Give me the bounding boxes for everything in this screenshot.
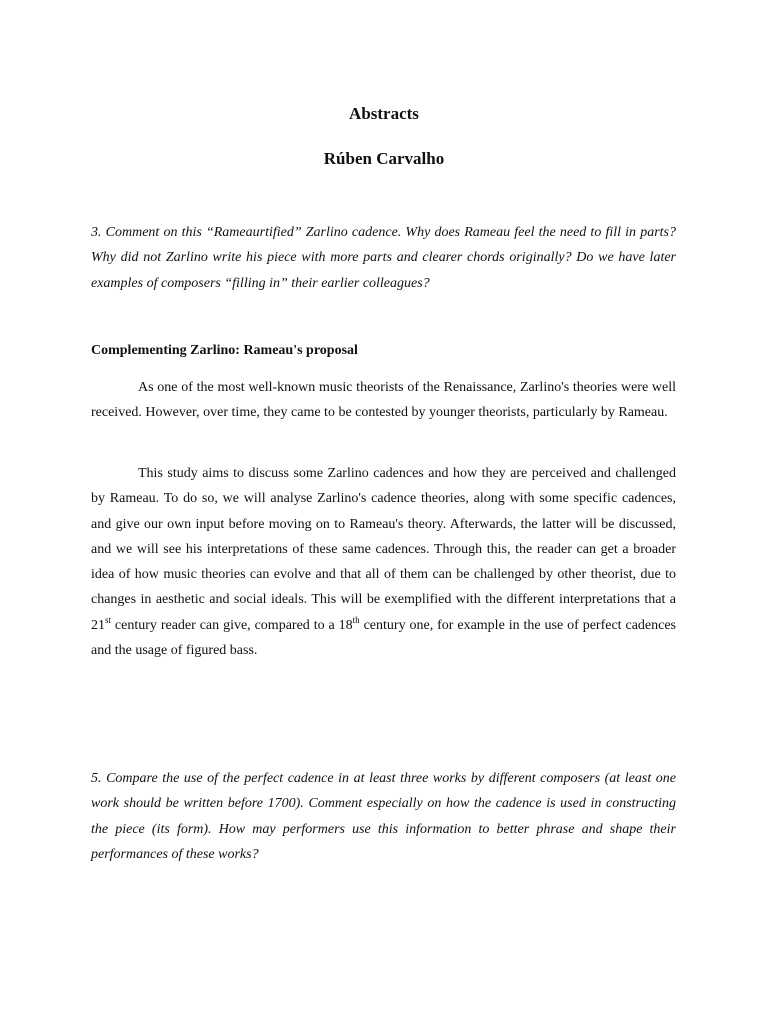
- ordinal-suffix-th: th: [352, 614, 360, 625]
- document-title: Abstracts: [349, 104, 419, 123]
- question-5: 5. Compare the use of the perfect cadence in at least three works by different composers (at least one work should be written before 1700). Comment especially on how the cadence is used in constructing the piece (its form). How may performers use this information to better phrase and shape their performances of these works?: [91, 771, 676, 862]
- paragraph-2-part-2: century reader can give, compared to a 18: [111, 617, 353, 633]
- paragraph-1: As one of the most well-known music theorists of the Renaissance, Zarlino's theories were well received. However, over time, they came to be contested by younger theorists, particularly by Rameau.: [91, 380, 676, 421]
- ordinal-suffix-st: st: [105, 614, 112, 625]
- paragraph-2-part-1: This study aims to discuss some Zarlino cadences and how they are perceived and challenged by Rameau. To do so, we will analyse Zarlino's cadence theories, along with some specific cadences, and give our own input before moving on to Rameau's theory. Afterwards, the latter will be discussed, and we will see his interpretations of these same cadences. Through this, the reader can get a broader idea of how music theories can evolve and that all of them can be challenged by other theorist, due to changes in aesthetic and social ideals. This will be exemplified with the different interpretations that a 21: [91, 466, 676, 633]
- paragraph-2: [91, 461, 676, 663]
- paragraph-2-part-3: century one, for example in the use of perfect cadences and the usage of figured bass.: [91, 617, 676, 659]
- author-name: Rúben Carvalho: [323, 149, 445, 168]
- question-3: 3. Comment on this “Rameaurtified” Zarlino cadence. Why does Rameau feel the need to fill in parts? Why did not Zarlino write his piece with more parts and clearer chords originally? Do we have later examples of composers “filling in” their earlier colleagues?: [91, 225, 676, 291]
- section-heading: Complementing Zarlino: Rameau's proposal: [91, 343, 358, 358]
